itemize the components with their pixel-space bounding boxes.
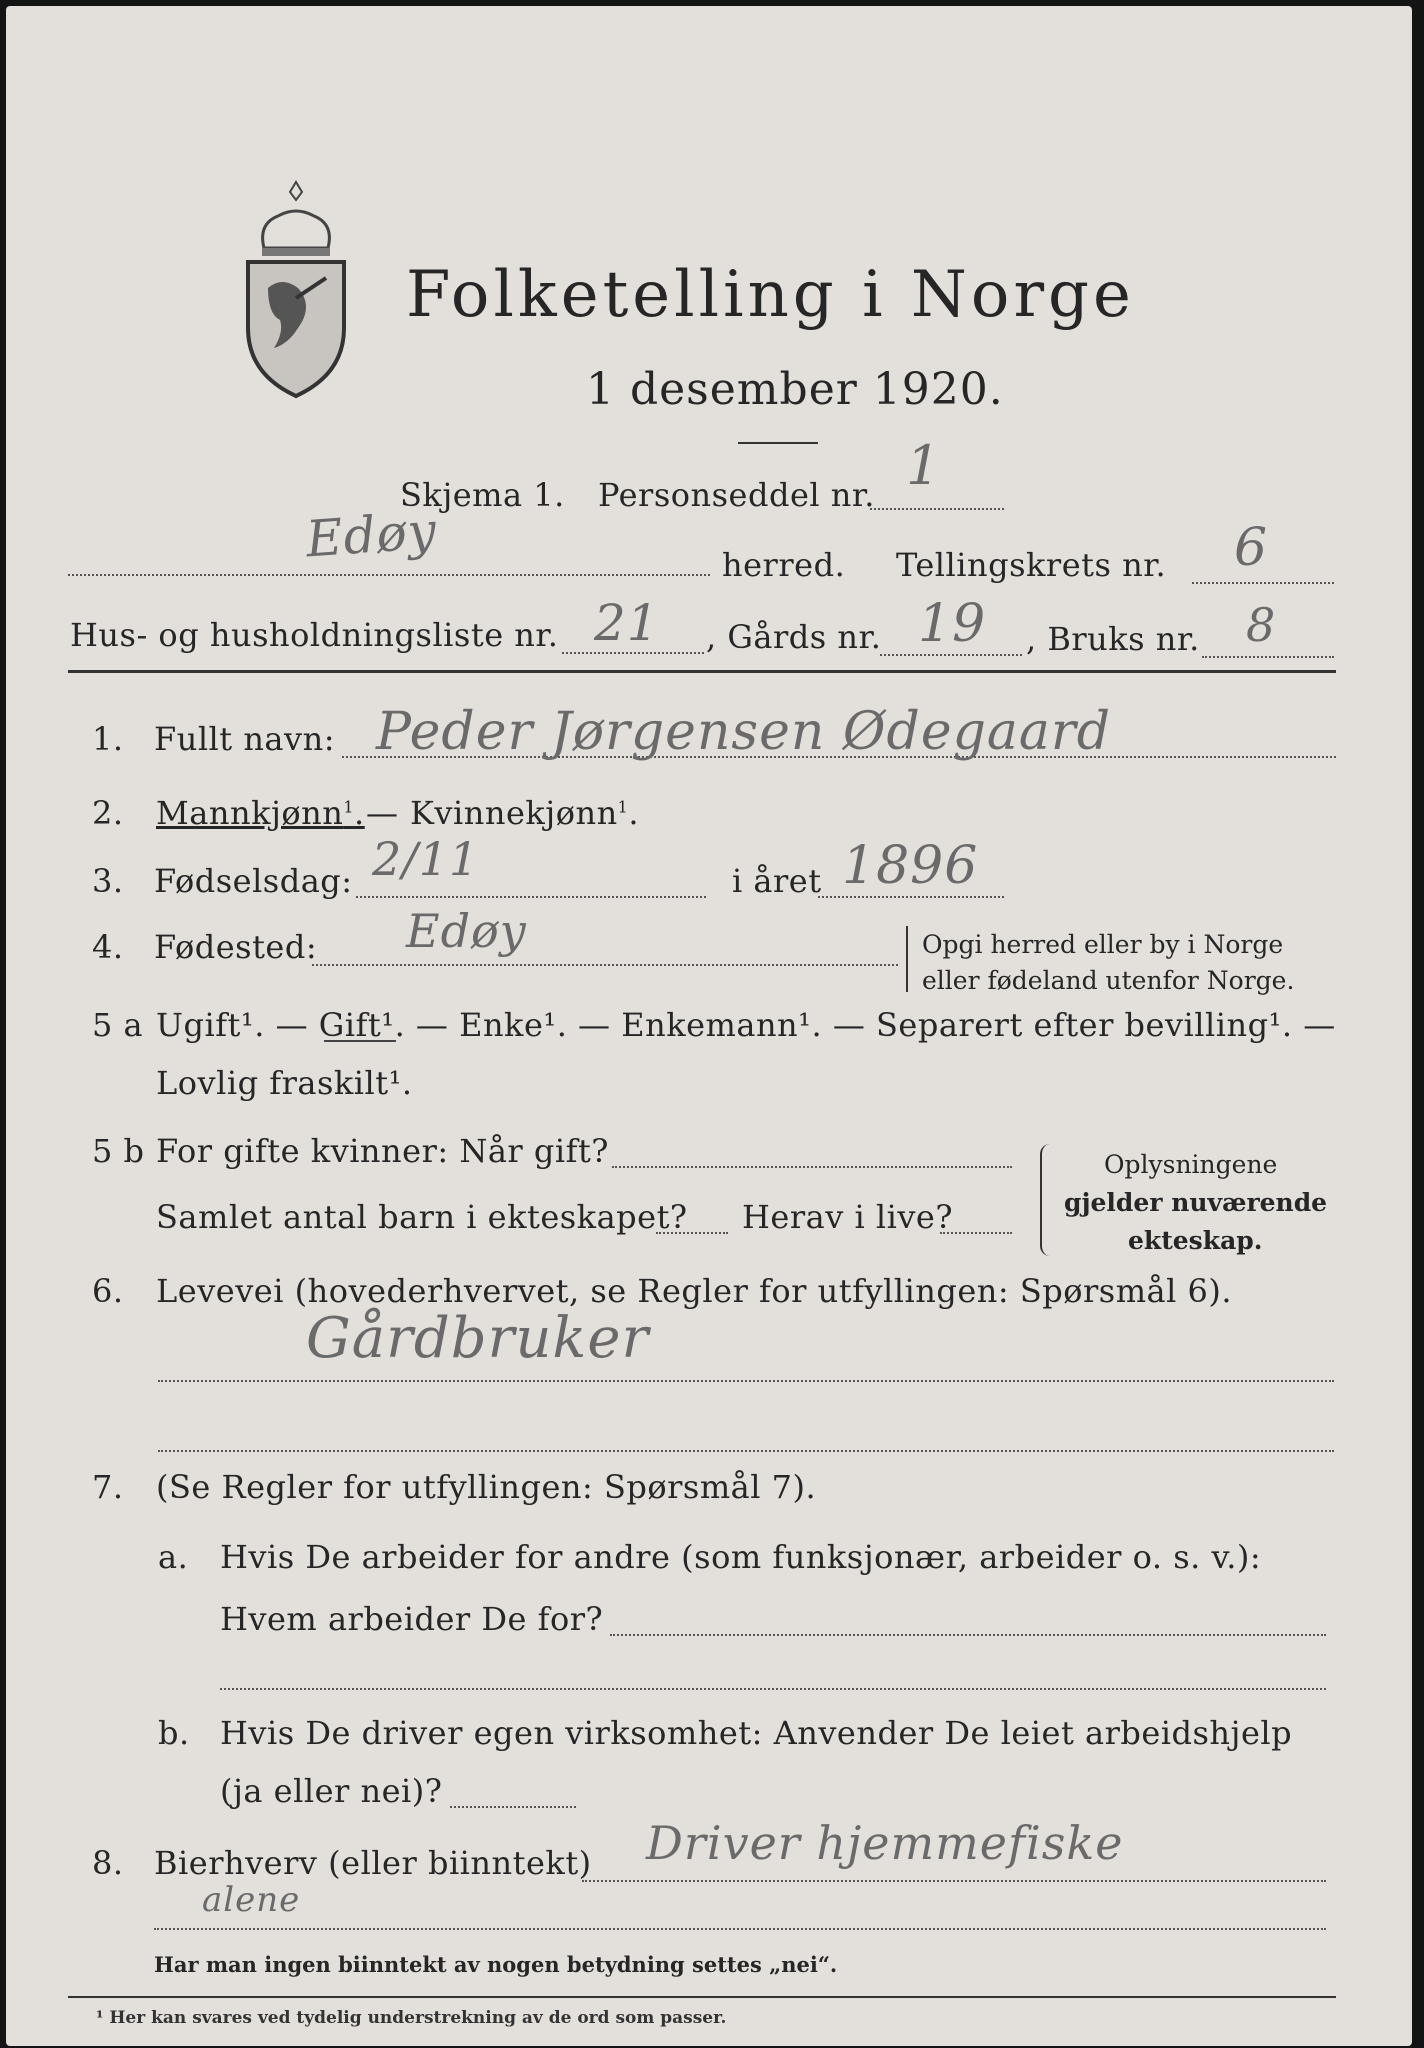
q8-value-2: alene	[202, 1880, 301, 1920]
q7a-field-1[interactable]	[610, 1634, 1326, 1636]
q4-brace	[906, 926, 916, 992]
q8-field-2[interactable]	[154, 1928, 1326, 1930]
q5a-number: 5 a	[92, 1006, 144, 1044]
q2-separator: —	[366, 794, 399, 832]
q3-value: 2/11	[372, 832, 480, 886]
q2-number: 2.	[92, 794, 124, 832]
q7a-text: Hvis De arbeider for andre (som funksjonær, arbeider o. s. v.):	[220, 1538, 1262, 1576]
q3-year-field[interactable]	[818, 896, 1004, 898]
q7b-text: Hvis De driver egen virksomhet: Anvender De leiet arbeidshjelp	[220, 1714, 1293, 1752]
footer-note: Har man ingen biinntekt av nogen betydning settes „nei“.	[154, 1952, 838, 1977]
q8-label: Bierhverv (eller biinntekt)	[154, 1844, 592, 1882]
q1-label: Fullt navn:	[154, 720, 335, 758]
q3-year-value: 1896	[842, 836, 979, 896]
q2-male-option[interactable]: Mannkjønn$^1$.	[156, 794, 365, 832]
q4-note-2: eller fødeland utenfor Norge.	[922, 966, 1295, 995]
herred-field[interactable]	[68, 574, 710, 576]
q8-field-1[interactable]	[582, 1880, 1326, 1882]
q5b-line2a: Samlet antal barn i ekteskapet?	[156, 1198, 688, 1236]
tellingskrets-field[interactable]	[1192, 582, 1334, 584]
q7a-question: Hvem arbeider De for?	[220, 1600, 604, 1638]
q5a-fraskilt[interactable]: Lovlig fraskilt¹.	[156, 1064, 413, 1102]
q8-value-1: Driver hjemmefiske	[646, 1816, 1124, 1870]
census-form	[6, 6, 1412, 2046]
header-divider	[68, 670, 1336, 673]
bruks-value: 8	[1246, 598, 1277, 652]
q1-number: 1.	[92, 720, 124, 758]
personseddel-field[interactable]	[870, 508, 1004, 510]
q2-female-option[interactable]: Kvinnekjønn$^1$.	[410, 794, 640, 832]
q4-field[interactable]	[312, 964, 898, 966]
husliste-label: Hus- og husholdningsliste nr.	[70, 616, 559, 654]
census-date: 1 desember 1920.	[586, 364, 1004, 415]
q6-label: Levevei (hovederhvervet, se Regler for utfyllingen: Spørsmål 6).	[156, 1272, 1233, 1310]
husliste-field[interactable]	[562, 652, 704, 654]
q2-male-label: Mannkjønn	[156, 794, 344, 832]
husliste-value: 21	[594, 594, 660, 652]
q5a-gift-underline	[324, 1040, 396, 1042]
q6-value: Gårdbruker	[306, 1306, 650, 1371]
form-title: Folketelling i Norge	[406, 258, 1135, 332]
herred-label: herred.	[722, 546, 846, 584]
q4-label: Fødested:	[154, 928, 318, 966]
skjema-label: Skjema 1.	[400, 476, 565, 514]
q5b-note-2: gjelder nuværende	[1064, 1188, 1328, 1217]
tellingskrets-label: Tellingskrets nr.	[896, 546, 1167, 584]
q7-number: 7.	[92, 1468, 124, 1506]
q7b-letter: b.	[158, 1714, 190, 1752]
gards-field[interactable]	[880, 654, 1022, 656]
q5b-married-field[interactable]	[612, 1166, 1012, 1168]
q5b-line1: For gifte kvinner: Når gift?	[156, 1132, 609, 1170]
gards-value: 19	[918, 594, 987, 654]
q3-year-label: i året	[732, 862, 822, 900]
tellingskrets-value: 6	[1234, 518, 1269, 578]
footer-divider	[68, 1996, 1336, 1998]
q7b-question: (ja eller nei)?	[220, 1772, 443, 1810]
q1-value: Peder Jørgensen Ødegaard	[376, 702, 1112, 762]
personseddel-value: 1	[906, 434, 942, 497]
q7b-field[interactable]	[450, 1806, 576, 1808]
herred-value: Edøy	[304, 501, 439, 569]
personseddel-label: Personseddel nr.	[598, 476, 875, 514]
q6-number: 6.	[92, 1272, 124, 1310]
q3-number: 3.	[92, 862, 124, 900]
q5b-number: 5 b	[92, 1132, 145, 1170]
q6-field-2[interactable]	[158, 1450, 1334, 1452]
q4-value: Edøy	[406, 904, 527, 958]
coat-of-arms-icon	[234, 178, 358, 402]
q7a-field-2[interactable]	[220, 1688, 1326, 1690]
q5b-line2b: Herav i live?	[742, 1198, 954, 1236]
q3-day-field[interactable]	[356, 896, 706, 898]
bruks-field[interactable]	[1202, 656, 1334, 658]
gards-label: , Gårds nr.	[706, 618, 882, 656]
q5a-options[interactable]: Ugift¹. — Gift¹. — Enke¹. — Enkemann¹. — Separert efter bevilling¹. —	[156, 1006, 1336, 1044]
q5b-children-field[interactable]	[656, 1232, 728, 1234]
q5b-alive-field[interactable]	[940, 1232, 1012, 1234]
q3-label: Fødselsdag:	[154, 862, 353, 900]
q7a-letter: a.	[158, 1538, 189, 1576]
q4-note-1: Opgi herred eller by i Norge	[922, 930, 1284, 959]
q5b-brace	[1040, 1144, 1054, 1256]
q5b-note-1: Oplysningene	[1104, 1150, 1278, 1179]
q7-label: (Se Regler for utfyllingen: Spørsmål 7).	[156, 1468, 817, 1506]
q6-field-1[interactable]	[158, 1380, 1334, 1382]
q2-female-label: Kvinnekjønn	[410, 794, 618, 832]
q8-number: 8.	[92, 1844, 124, 1882]
q5b-note-3: ekteskap.	[1128, 1226, 1263, 1255]
q4-number: 4.	[92, 928, 124, 966]
bruks-label: , Bruks nr.	[1026, 620, 1200, 658]
footnote: ¹ Her kan svares ved tydelig understrekning av de ord som passer.	[96, 2008, 727, 2028]
title-divider	[738, 442, 818, 444]
